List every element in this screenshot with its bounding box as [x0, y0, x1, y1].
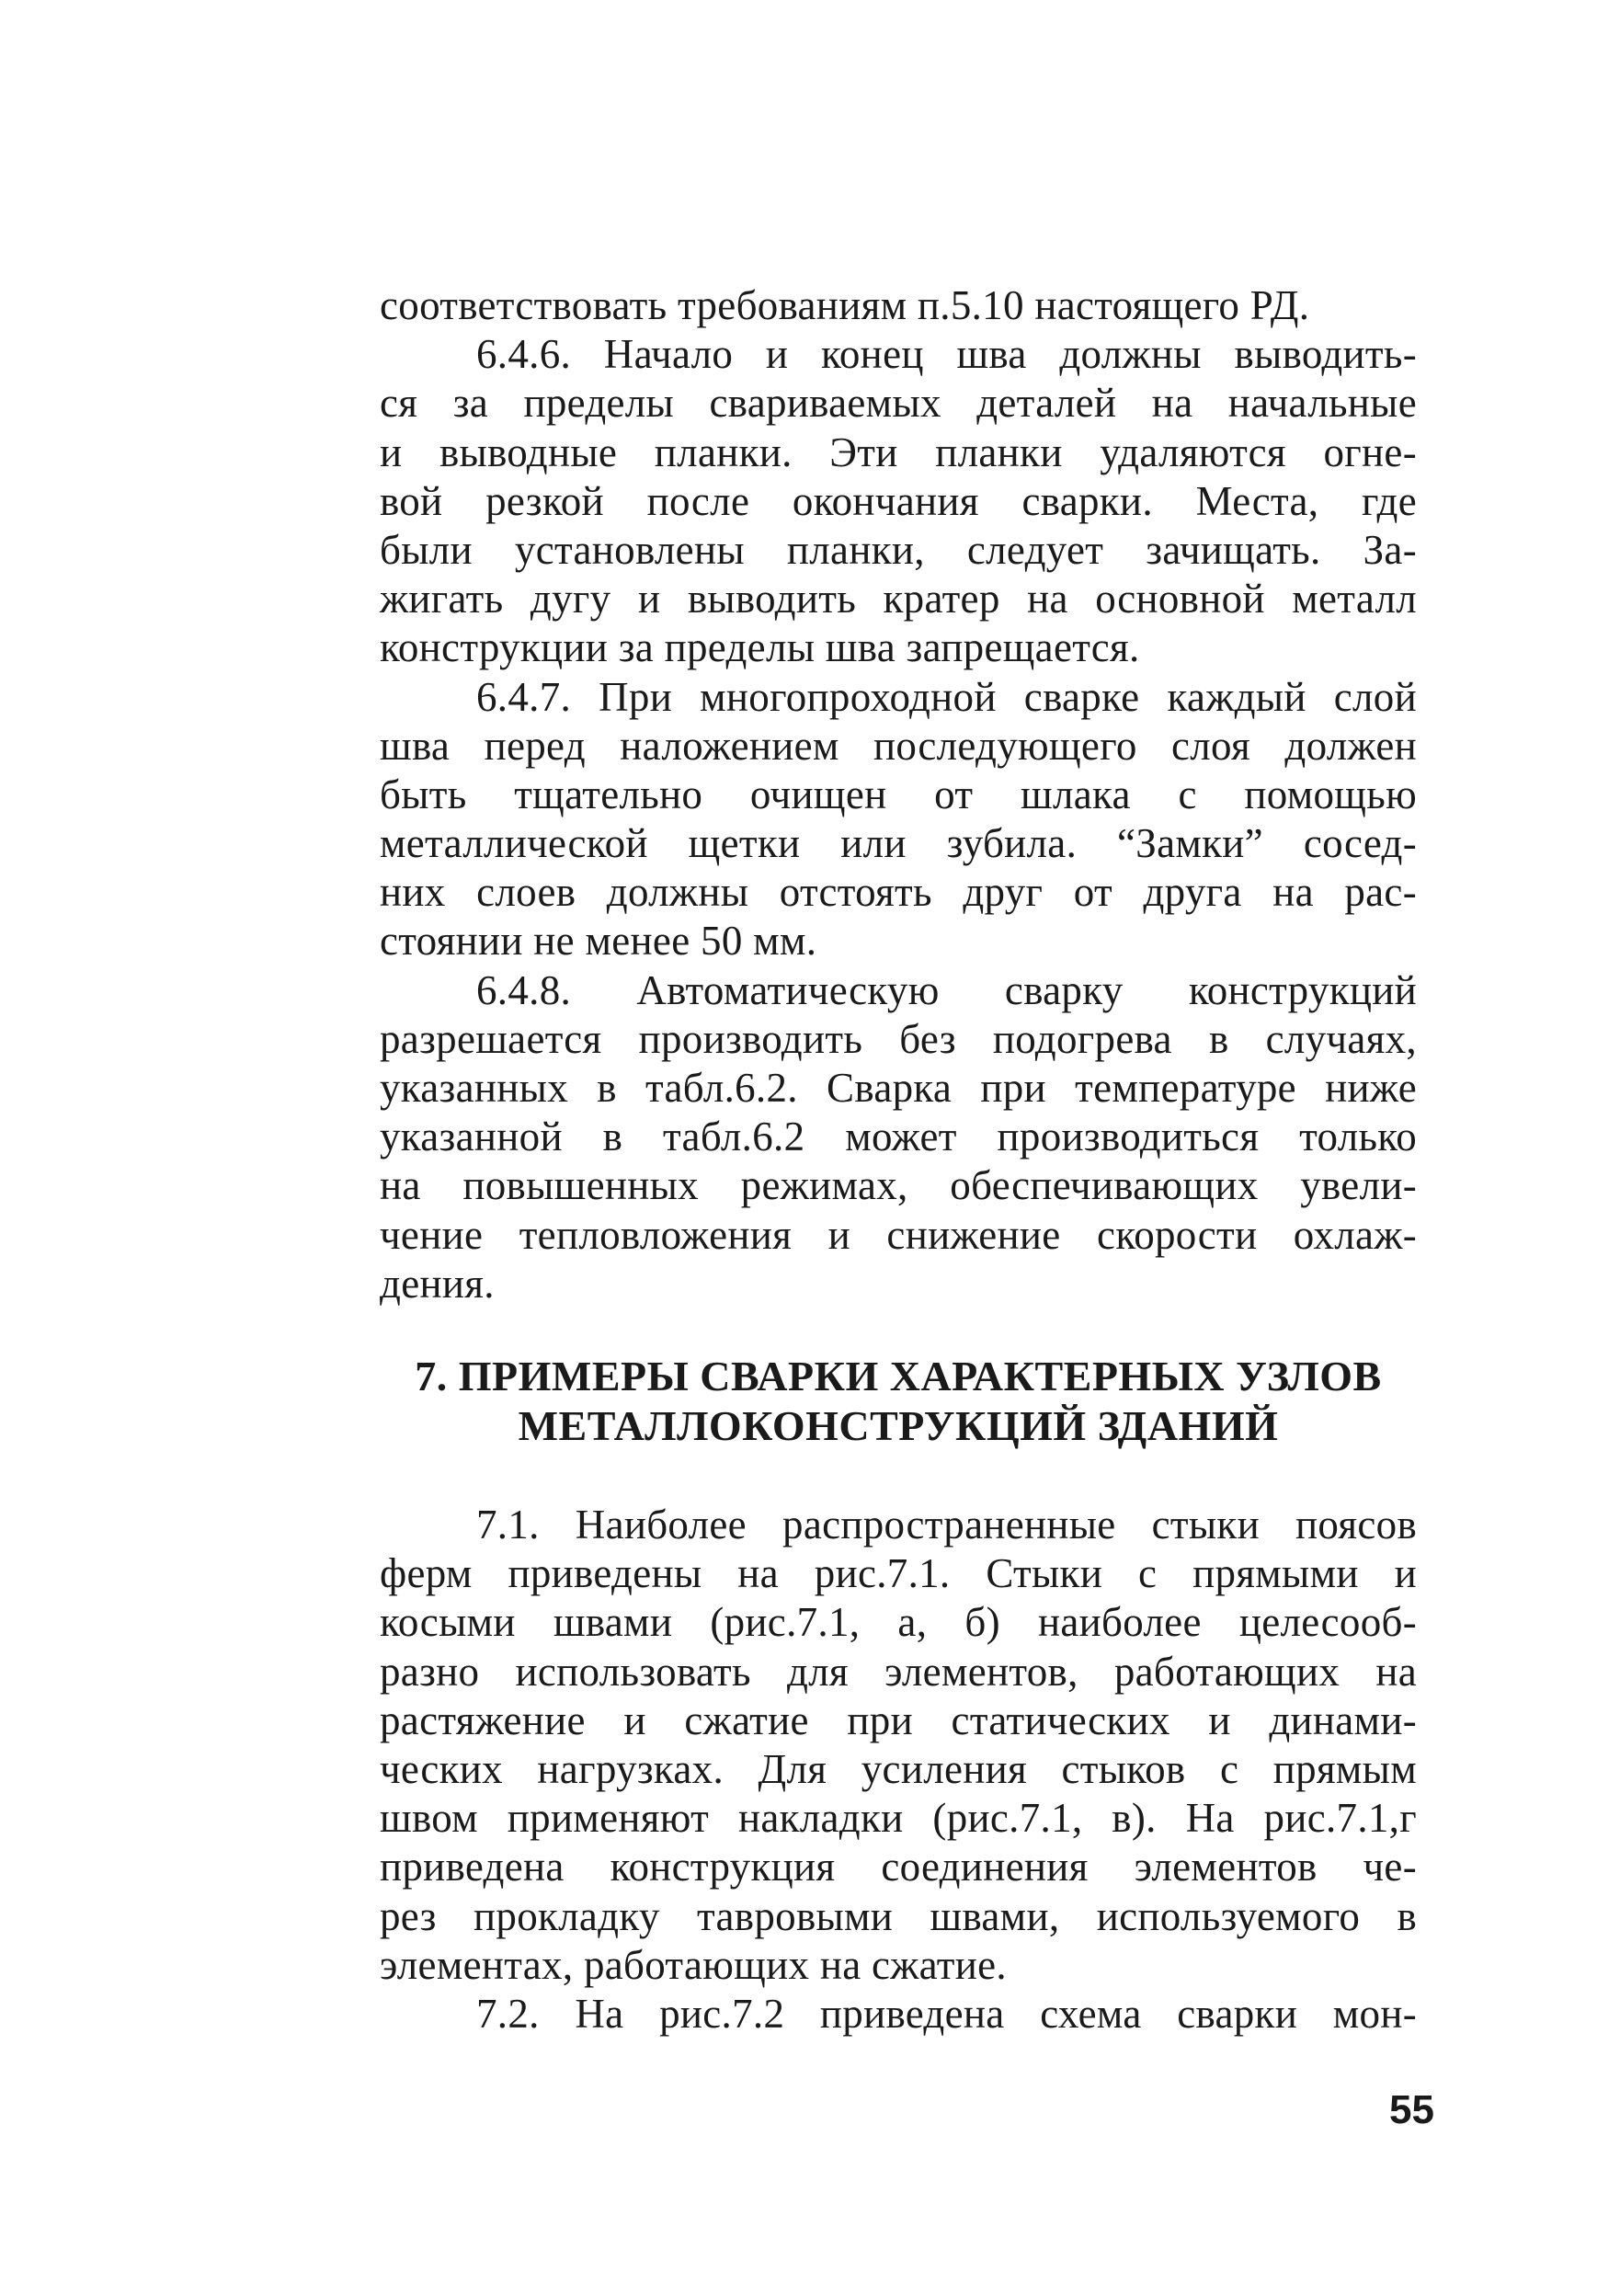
text-line: ся за пределы свариваемых деталей на начальные [380, 380, 1417, 427]
paragraph-6-4-7-start: 6.4.7. При многопроходной сварке каждый слой [476, 673, 1417, 720]
text-line: конструкции за пределы шва запрещается. [380, 624, 1140, 671]
text-line: указанных в табл.6.2. Сварка при температуре ниже [380, 1065, 1417, 1111]
page-number: 55 [1389, 2087, 1434, 2132]
body-text-section-6 [380, 281, 1417, 1308]
section-7-heading [380, 1352, 1417, 1451]
text-line: ческих нагрузках. Для усиления стыков с прямым [380, 1745, 1417, 1792]
text-line: чение тепловложения и снижение скорости охлаж- [380, 1211, 1417, 1258]
text-line: стоянии не менее 50 мм. [380, 918, 817, 965]
paragraph-6-4-6-start: 6.4.6. Начало и конец шва должны выводить- [476, 331, 1417, 378]
text-line: были установлены планки, следует зачищать. За- [380, 526, 1417, 573]
body-text-section-7 [380, 1501, 1417, 2039]
text-line: разно использовать для элементов, работающих на [380, 1648, 1417, 1695]
text-line: и выводные планки. Эти планки удаляются огне- [380, 428, 1417, 475]
text-line: ферм приведены на рис.7.1. Стыки с прямыми и [380, 1550, 1417, 1597]
text-line: растяжение и сжатие при статических и динами- [380, 1696, 1417, 1743]
text-line: соответствовать требованиям п.5.10 настоящего РД. [380, 282, 1310, 328]
text-line: разрешается производить без подогрева в случаях, [380, 1015, 1417, 1062]
text-line: вой резкой после окончания сварки. Места, где [380, 477, 1417, 524]
text-line: косыми швами (рис.7.1, а, б) наиболее целесооб- [380, 1599, 1417, 1646]
paragraph-7-1-start: 7.1. Наиболее распространенные стыки поясов [476, 1502, 1417, 1548]
paragraph-7-2-start: 7.2. На рис.7.2 приведена схема сварки мон- [476, 1990, 1417, 2037]
text-line: быть тщательно очищен от шлака с помощью [380, 771, 1417, 817]
heading-line-1: 7. ПРИМЕРЫ СВАРКИ ХАРАКТЕРНЫХ УЗЛОВ [415, 1353, 1382, 1399]
text-line: металлической щетки или зубила. “Замки” сосед- [380, 820, 1417, 867]
text-line: дения. [380, 1260, 495, 1307]
text-line: жигать дугу и выводить кратер на основной металл [380, 576, 1417, 623]
text-line: швом применяют накладки (рис.7.1, в). На рис.7.1,г [380, 1795, 1417, 1842]
paragraph-6-4-8-start: 6.4.8. Автоматическую сварку конструкций [476, 966, 1417, 1013]
text-line: элементах, работающих на сжатие. [380, 1941, 1007, 1988]
text-line: указанной в табл.6.2 может производиться только [380, 1114, 1417, 1160]
text-line: приведена конструкция соединения элементов че- [380, 1844, 1417, 1890]
text-line: на повышенных режимах, обеспечивающих увели- [380, 1162, 1417, 1209]
heading-line-2: МЕТАЛЛОКОНСТРУКЦИЙ ЗДАНИЙ [518, 1402, 1279, 1449]
text-line: шва перед наложением последующего слоя должен [380, 722, 1417, 769]
text-line: них слоев должны отстоять друг от друга на рас- [380, 869, 1417, 916]
text-line: рез прокладку тавровыми швами, используемого в [380, 1892, 1417, 1939]
